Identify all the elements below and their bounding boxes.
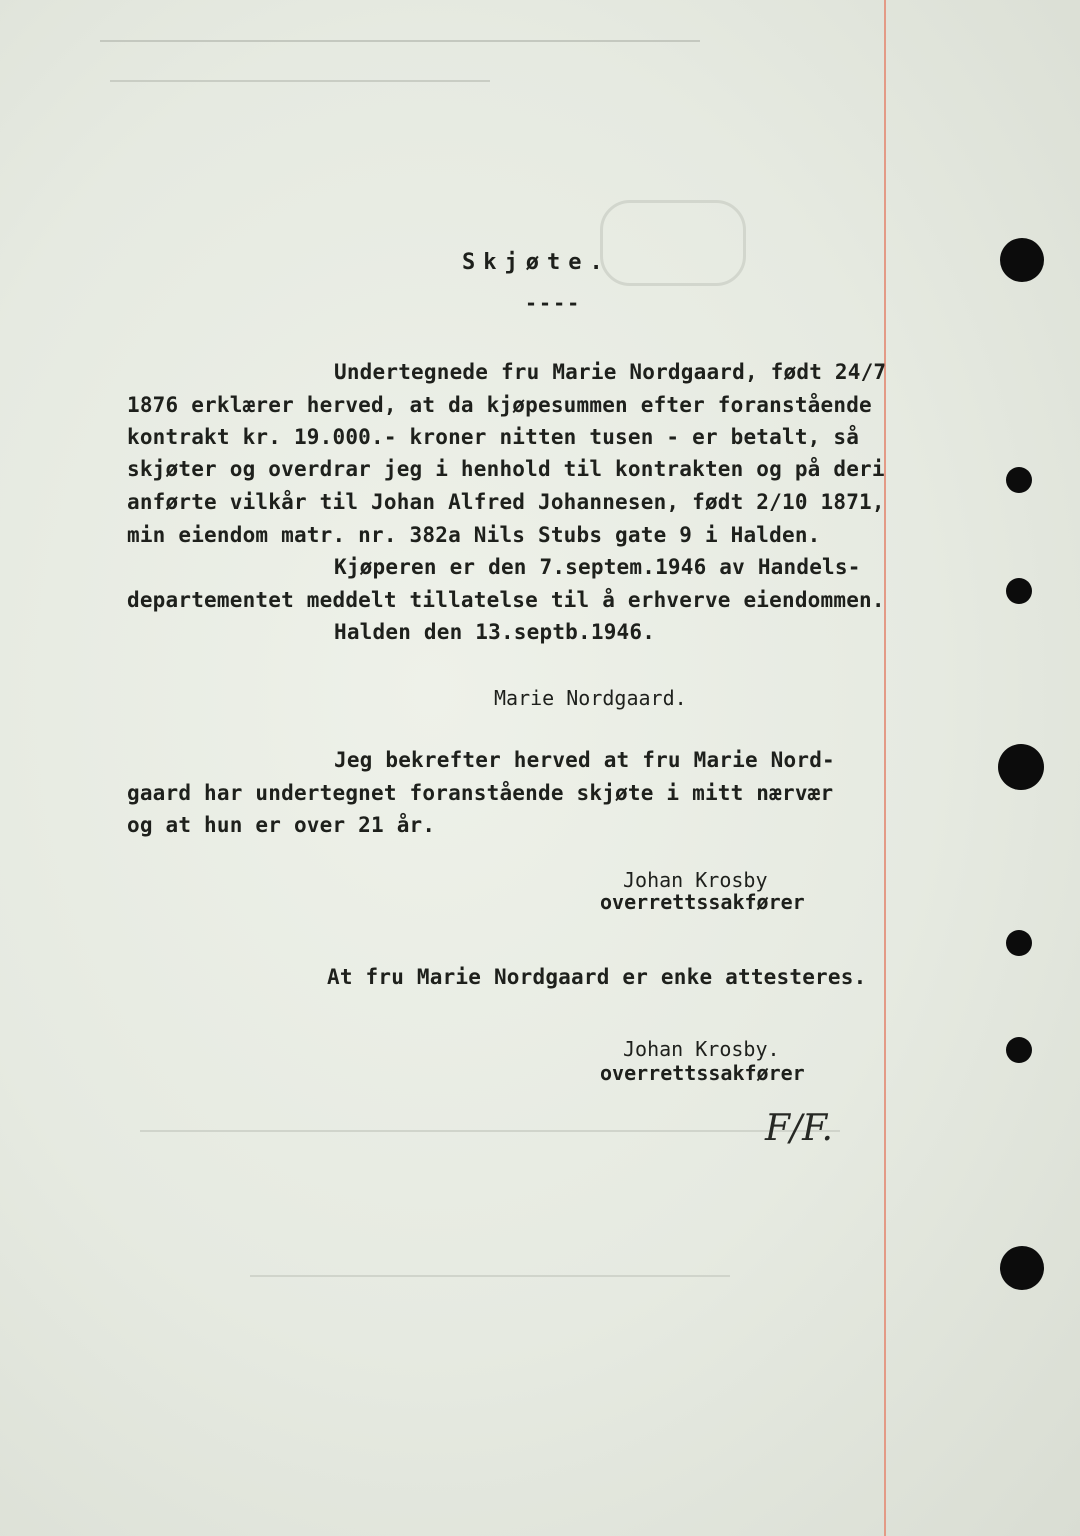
- body-line: Undertegnede fru Marie Nordgaard, født 24/7: [334, 360, 887, 384]
- body-line: skjøter og overdrar jeg i henhold til kontrakten og på deri: [127, 457, 885, 481]
- body-line: og at hun er over 21 år.: [127, 813, 436, 837]
- signature-marie-nordgaard: Marie Nordgaard.: [494, 686, 687, 710]
- punch-hole: [1006, 467, 1032, 493]
- body-line: Kjøperen er den 7.septem.1946 av Handels-: [334, 555, 861, 579]
- body-line: anførte vilkår til Johan Alfred Johannesen, født 2/10 1871,: [127, 490, 885, 514]
- bleed-through-mark: [250, 1275, 730, 1277]
- punch-hole: [1000, 1246, 1044, 1290]
- bleed-through-mark: [100, 40, 700, 42]
- document-title: Skjøte.: [462, 250, 611, 275]
- punch-hole: [998, 744, 1044, 790]
- punch-hole: [1006, 930, 1032, 956]
- body-line: Jeg bekrefter herved at fru Marie Nord-: [334, 748, 835, 772]
- body-line: departementet meddelt tillatelse til å erhverve eiendommen.: [127, 588, 885, 612]
- place-date: Halden den 13.septb.1946.: [334, 620, 656, 644]
- margin-rule: [884, 0, 886, 1536]
- bleed-through-mark: [110, 80, 490, 82]
- bleed-through-mark: [140, 1130, 840, 1132]
- attestation-line: At fru Marie Nordgaard er enke attesteres.: [327, 965, 867, 989]
- punch-hole: [1006, 1037, 1032, 1063]
- witness-1-title: overrettssakfører: [600, 890, 805, 914]
- handwritten-initials: F/F.: [765, 1108, 833, 1149]
- body-line: kontrakt kr. 19.000.- kroner nitten tusen - er betalt, så: [127, 425, 860, 449]
- witness-2-title: overrettssakfører: [600, 1061, 805, 1085]
- body-line: 1876 erklærer herved, at da kjøpesummen efter foranstående: [127, 393, 872, 417]
- punch-hole: [1006, 578, 1032, 604]
- body-line: min eiendom matr. nr. 382a Nils Stubs gate 9 i Halden.: [127, 523, 821, 547]
- title-underline: ----: [525, 291, 582, 315]
- witness-1-name: Johan Krosby: [623, 868, 768, 892]
- punch-hole: [1000, 238, 1044, 282]
- bleed-through-mark: [600, 200, 746, 286]
- body-line: gaard har undertegnet foranstående skjøte i mitt nærvær: [127, 781, 834, 805]
- witness-2-name: Johan Krosby.: [623, 1037, 780, 1061]
